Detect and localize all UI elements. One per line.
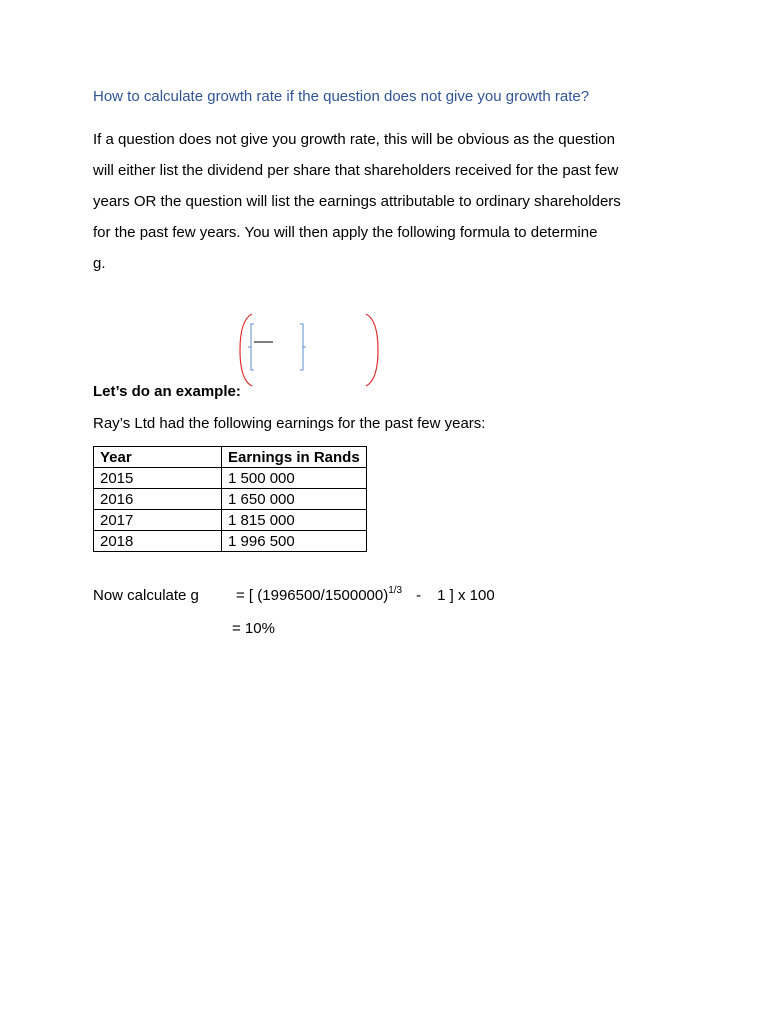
table-row (94, 510, 367, 531)
table-cell-year: 2018 (94, 531, 222, 552)
section-heading: How to calculate growth rate if the question does not give you growth rate? (93, 88, 590, 105)
paragraph-line: will either list the dividend per share that shareholders received for the past few (93, 162, 619, 179)
example-title: Let’s do an example: (93, 383, 241, 400)
table-row (94, 468, 367, 489)
inner-left-bracket (251, 324, 254, 370)
table-row (94, 489, 367, 510)
table-cell-year: 2015 (94, 468, 222, 489)
expression-end: 1 ] x 100 (437, 587, 495, 604)
calculation-result: = 10% (232, 620, 275, 637)
table-cell-earnings: 1 500 000 (222, 468, 367, 489)
table-header-row (94, 447, 367, 468)
outer-right-bracket (366, 314, 378, 386)
expression-start: = [ (1996500/1500000) (236, 587, 389, 604)
paragraph-line: If a question does not give you growth rate, this will be obvious as the question (93, 131, 615, 148)
table-header-earnings: Earnings in Rands (222, 447, 367, 468)
earnings-table (93, 446, 367, 552)
expression-minus: - (416, 587, 422, 604)
table-cell-year: 2017 (94, 510, 222, 531)
calculation-label: Now calculate g (93, 587, 199, 604)
example-intro: Ray’s Ltd had the following earnings for the past few years: (93, 415, 486, 432)
paragraph-line: for the past few years. You will then apply the following formula to determine (93, 224, 598, 241)
inner-right-bracket (300, 324, 303, 370)
paragraph-line: g. (93, 255, 106, 272)
outer-left-bracket (240, 314, 252, 386)
paragraph-line: years OR the question will list the earnings attributable to ordinary shareholders (93, 193, 621, 210)
table-cell-earnings: 1 996 500 (222, 531, 367, 552)
table-row (94, 531, 367, 552)
intro-paragraph (93, 124, 678, 279)
table-header-year: Year (94, 447, 222, 468)
table-cell-year: 2016 (94, 489, 222, 510)
table-cell-earnings: 1 815 000 (222, 510, 367, 531)
expression-exponent: 1/3 (388, 585, 403, 596)
formula-placeholder-graphic (236, 310, 382, 390)
calculation-expression (236, 587, 495, 604)
table-cell-earnings: 1 650 000 (222, 489, 367, 510)
